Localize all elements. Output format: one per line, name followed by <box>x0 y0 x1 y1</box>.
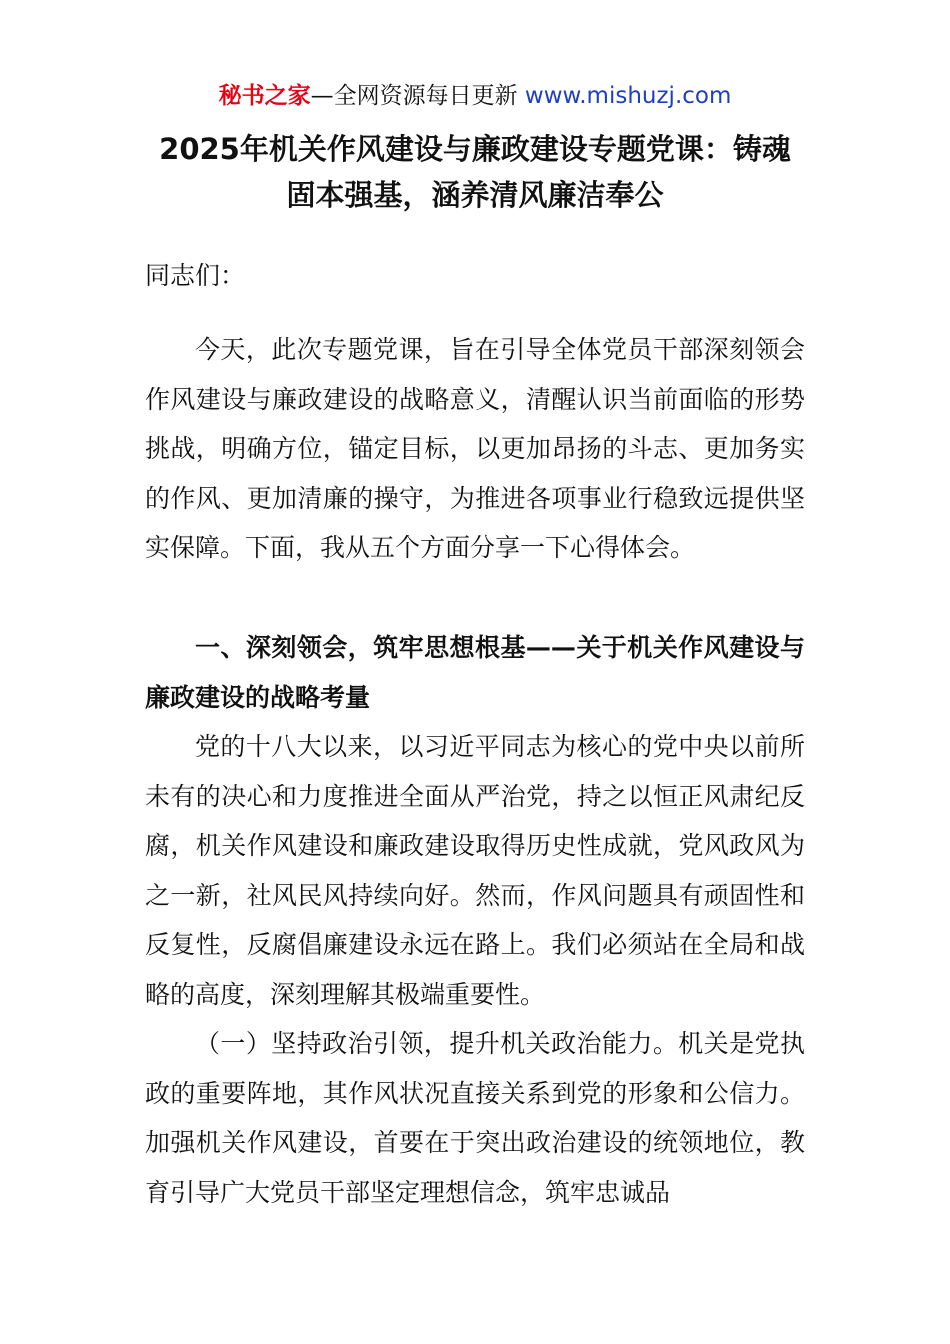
subsection-paragraph: （一）坚持政治引领，提升机关政治能力。机关是党执政的重要阵地，其作风状况直接关系到党的形象和公信力。加强机关作风建设，首要在于突出政治建设的统领地位，教育引导广大党员干部坚定理想信念，筑牢忠诚品 <box>145 1029 805 1207</box>
intro-paragraph: 今天，此次专题党课，旨在引导全体党员干部深刻领会作风建设与廉政建设的战略意义，清醒认识当前面临的形势挑战，明确方位，锚定目标，以更加昂扬的斗志、更加务实的作风、更加清廉的操守，为推进各项事业行稳致远提供坚实保障。下面，我从五个方面分享一下心得体会。 <box>145 335 805 562</box>
document-title: 2025年机关作风建设与廉政建设专题党课：铸魂固本强基，涵养清风廉洁奉公 <box>159 132 791 212</box>
body-paragraph: 党的十八大以来，以习近平同志为核心的党中央以前所未有的决心和力度推进全面从严治党，持之以恒正风肃纪反腐，机关作风建设和廉政建设取得历史性成就，党风政风为之一新，社风民风持续向好。然而，作风问题具有顽固性和反复性，反腐倡廉建设永远在路上。我们必须站在全局和战略的高度，深刻理解其极端重要性。 <box>145 732 805 1009</box>
site-name: 秘书之家 <box>218 83 311 109</box>
site-url-link[interactable]: www.mishuzj.com <box>524 83 732 109</box>
site-header <box>0 80 950 112</box>
site-tagline: —全网资源每日更新 <box>310 83 525 109</box>
salutation: 同志们： <box>145 261 246 290</box>
section-heading: 一、深刻领会，筑牢思想根基——关于机关作风建设与廉政建设的战略考量 <box>145 633 805 712</box>
